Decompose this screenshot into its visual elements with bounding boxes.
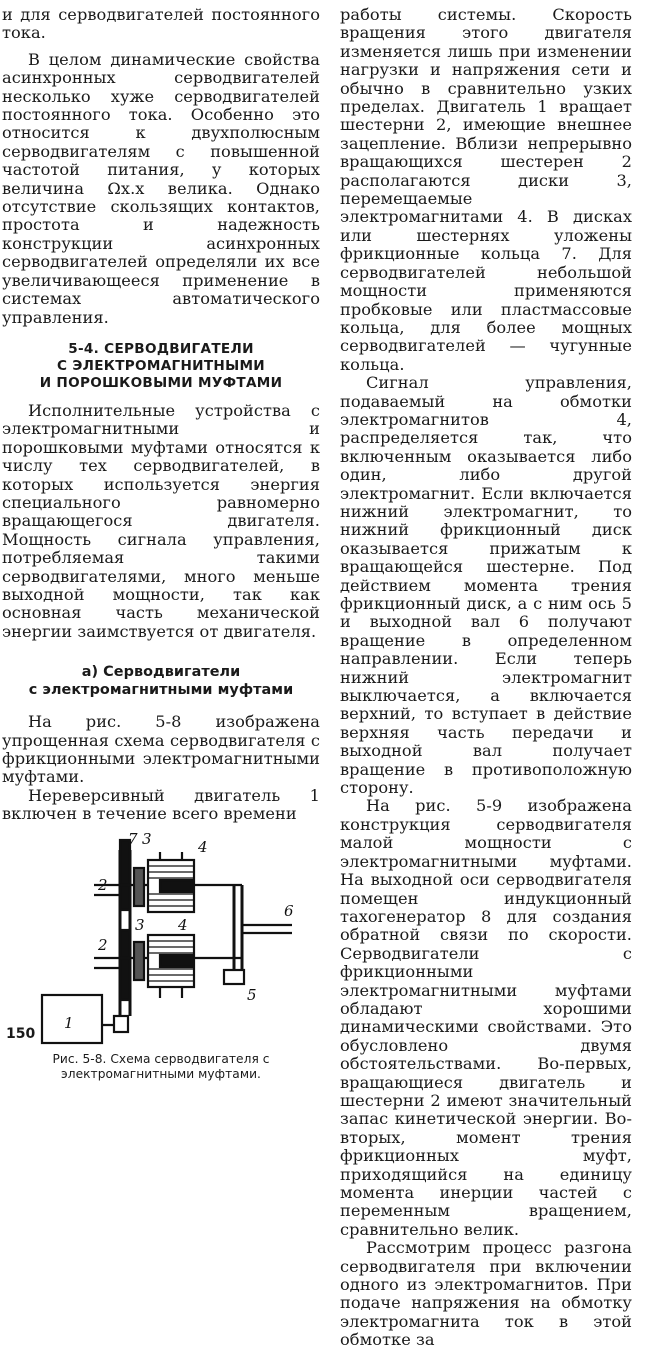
paragraph: В целом динамические свойства асинхронных серводвигателей несколько хуже серводвигателей постоянного тока. Особенно это относится к двухполюсным серводвигателям с повышенной частотой питания, у которых величина Ωх.х велика. Однако отсутствие скользящих контактов, простота и надежность конструкции асинхронных серводвигателей определяли их все увеличивающееся применение в системах автоматического управления. bbox=[2, 49, 320, 327]
label-2: 2 bbox=[98, 875, 108, 894]
section-heading: 5-4. СЕРВОДВИГАТЕЛИ С ЭЛЕКТРОМАГНИТНЫМИ И ПОРОШКОВЫМИ МУФТАМИ bbox=[39, 340, 283, 391]
label-4: 4 bbox=[198, 837, 208, 856]
paragraph: Нереверсивный двигатель 1 включен в течение всего времени bbox=[2, 785, 320, 824]
paragraph: и для серводвигателей постоянного тока. bbox=[2, 5, 320, 43]
label-4: 4 bbox=[178, 915, 188, 934]
figure-5-8 bbox=[2, 830, 320, 1048]
paragraph: Рассмотрим процесс разгона серводвигателя при включении одного из электромагнитов. При подаче напряжения на обмотку электромагнита ток в этой обмотке за bbox=[340, 1238, 632, 1350]
label-6: 6 bbox=[284, 901, 294, 920]
subsection-heading: а) Серводвигатели с электромагнитными муфтами bbox=[28, 664, 294, 699]
gear-upper bbox=[120, 840, 130, 910]
label-5: 5 bbox=[247, 985, 257, 1004]
paragraph: Сигнал управления, подаваемый на обмотки электромагнитов 4, распределяется так, что включенным оказывается либо один, либо другой электромагнит. Если включается нижний электромагнит, то нижний фрикционный диск оказывается прижатым к вращающейся шестерне. Под действием момента трения фрикционный диск, а с ним ось 5 и выходной вал 6 получают вращение в определенном направлении. Если теперь нижний электромагнит выключается, а включается верхний, то вступает в действие верхняя часть передачи и выходной вал получает вращение в противоположную сторону. bbox=[340, 373, 632, 798]
left-column bbox=[2, 6, 320, 1082]
label-3: 3 bbox=[135, 915, 145, 934]
page-number: 150 bbox=[6, 1026, 36, 1042]
paragraph: Исполнительные устройства с электромагнитными и порошковыми муфтами относятся к числу тех серводвигателей, в которых используется энергия специального равномерно вращающегося двигателя. Мощность сигнала управления, потребляемая такими серводвигателями, много меньше выходной мощности, так как основная часть механической энергии заимствуется от двигателя. bbox=[2, 400, 320, 641]
label-3: 3 bbox=[142, 829, 152, 848]
label-7: 7 bbox=[128, 829, 138, 848]
label-1: 1 bbox=[64, 1013, 74, 1032]
figure-caption: Рис. 5-8. Схема серводвигателя с электромагнитными муфтами. bbox=[52, 1051, 270, 1081]
gear-lower bbox=[120, 930, 130, 1000]
paragraph: На рис. 5-8 изображена упрощенная схема серводвигателя с фрикционными электромагнитными муфтами. bbox=[2, 712, 320, 787]
paragraph: На рис. 5-9 изображена конструкция серводвигателя малой мощности с электромагнитными муфтами. На выходной оси серводвигателя помещен индукционный тахогенератор 8 для создания обратной связи по скорости. Серводвигатели с фрикционными электромагнитными муфтами обладают хорошими динамическими свойствами. Это обусловлено двумя обстоятельствами. Во-первых, вращающиеся двигатель и шестерни 2 имеют значительный запас кинетической энергии. Во-вторых, момент трения фрикционных муфт, приходящийся на единицу момента инерции частей с переменным вращением, сравнительно велик. bbox=[340, 796, 632, 1239]
right-column bbox=[340, 6, 632, 1350]
label-2: 2 bbox=[98, 935, 108, 954]
paragraph: работы системы. Скорость вращения этого двигателя изменяется лишь при изменении нагрузки и напряжения сети и обычно в сравнительно узких пределах. Двигатель 1 вращает шестерни 2, имеющие внешнее зацепление. Вблизи непрерывно вращающихся шестерен 2 располагаются диски 3, перемещаемые электромагнитами 4. В дисках или шестернях уложены фрикционные кольца 7. Для серводвигателей небольшой мощности применяются пробковые или пластмассовые кольца, для более мощных серводвигателей — чугунные кольца. bbox=[340, 5, 632, 374]
servomotor-diagram bbox=[2, 830, 320, 1048]
